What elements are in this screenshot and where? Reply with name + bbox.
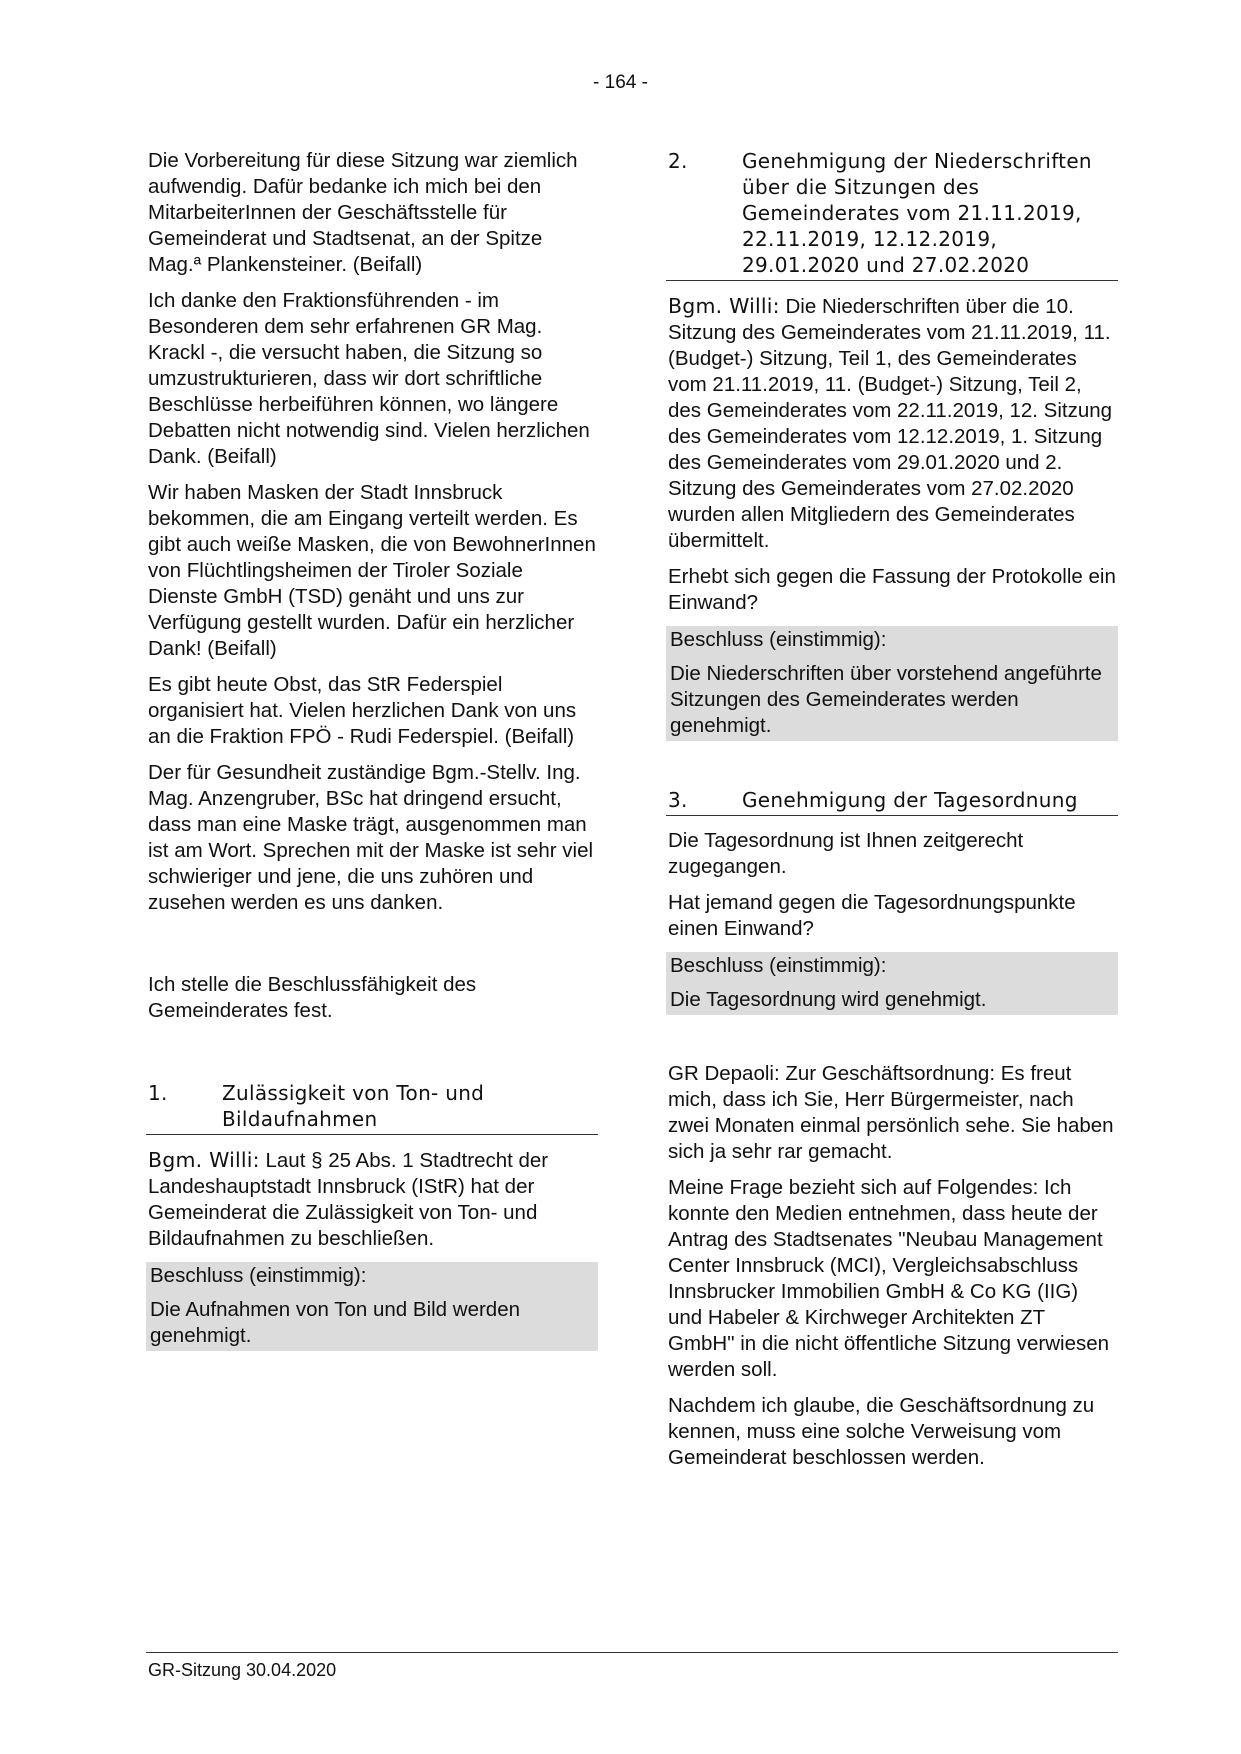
resolution-text: Die Niederschriften über vorstehend angeführte Sitzungen des Gemeinderates werden genehmigt. bbox=[670, 662, 1102, 737]
paragraph: Wir haben Masken der Stadt Innsbruck bekommen, die am Eingang verteilt werden. Es gibt auch weiße Masken, die von BewohnerInnen von Flüchtlingsheimen der Tiroler Soziale Dienste GmbH (TSD) genäht und uns zur Verfügung gestellt wurden. Dafür ein herzlicher Dank! (Beifall) bbox=[148, 481, 596, 660]
footer-divider bbox=[146, 1652, 1118, 1653]
paragraph: Erhebt sich gegen die Fassung der Protokolle ein Einwand? bbox=[668, 565, 1116, 614]
page-number: - 164 - bbox=[593, 72, 648, 93]
speech-text: Laut § 25 Abs. 1 Stadtrecht der Landeshauptstadt Innsbruck (IStR) hat der Gemeinderat die Zulässigkeit von Ton- und Bildaufnahmen zu beschließen. bbox=[148, 1149, 549, 1250]
section-number: 3. bbox=[668, 788, 688, 812]
paragraph: Hat jemand gegen die Tagesordnungspunkte einen Einwand? bbox=[668, 891, 1076, 940]
resolution-box bbox=[666, 626, 1118, 741]
paragraph: Die Vorbereitung für diese Sitzung war ziemlich aufwendig. Dafür bedanke ich mich bei den MitarbeiterInnen der Geschäftsstelle für Gemeinderat und Stadtsenat, an der Spitze Mag.ª Plankensteiner. (Beifall) bbox=[148, 149, 578, 276]
section-1-heading bbox=[146, 1080, 598, 1135]
section-title: Genehmigung der Niederschriften über die Sitzungen des Gemeinderates vom 21.11.2019, 22.11.2019, 12.12.2019, 29.01.2020 und 27.02.2020 bbox=[742, 149, 1092, 277]
section-title: Zulässigkeit von Ton- und Bildaufnahmen bbox=[222, 1081, 485, 1131]
left-column bbox=[146, 148, 598, 1361]
resolution-box bbox=[146, 1262, 598, 1351]
resolution-label: Beschluss (einstimmig): bbox=[670, 628, 887, 651]
paragraph: Ich stelle die Beschlussfähigkeit des Gemeinderates fest. bbox=[148, 973, 477, 1022]
resolution-label: Beschluss (einstimmig): bbox=[670, 954, 887, 977]
paragraph: Nachdem ich glaube, die Geschäftsordnung zu kennen, muss eine solche Verweisung vom Gemeinderat beschlossen werden. bbox=[668, 1394, 1095, 1469]
speaker: Bgm. Willi: bbox=[148, 1148, 260, 1172]
speech-text: Die Niederschriften über die 10. Sitzung des Gemeinderates vom 21.11.2019, 11. (Budget-) Sitzung, Teil 1, des Gemeinderates vom 21.11.2019, 11. (Budget-) Sitzung, Teil 2, des Gemeinderates vom 22.11.2019, 12. Sitzung des Gemeinderates vom 12.12.2019, 1. Sitzung des Gemeinderates vom 29.01.2020 und 2. Sitzung des Gemeinderates vom 27.02.2020 wurden allen Mitgliedern des Gemeinderates übermittelt. bbox=[668, 295, 1113, 552]
footer: GR-Sitzung 30.04.2020 bbox=[148, 1660, 337, 1680]
paragraph: Ich danke den Fraktionsführenden - im Besonderen dem sehr erfahrenen GR Mag. Krackl -, die versucht haben, die Sitzung so umzustrukturieren, dass wir dort schriftliche Beschlüsse herbeiführen können, wo längere Debatten nicht notwendig sind. Vielen herzlichen Dank. (Beifall) bbox=[148, 289, 590, 468]
section-number: 1. bbox=[148, 1081, 168, 1105]
paragraph: GR Depaoli: Zur Geschäftsordnung: Es freut mich, dass ich Sie, Herr Bürgermeister, nach zwei Monaten einmal persönlich sehe. Sie haben sich ja sehr rar gemacht. bbox=[668, 1062, 1114, 1163]
section-2-heading bbox=[666, 148, 1118, 281]
paragraph: Der für Gesundheit zuständige Bgm.-Stellv. Ing. Mag. Anzengruber, BSc hat dringend ersucht, dass man eine Maske trägt, ausgenommen man ist am Wort. Sprechen mit der Maske ist sehr viel schwieriger und jene, die uns zuhören und zusehen werden es uns danken. bbox=[148, 761, 594, 914]
speaker: Bgm. Willi: bbox=[668, 294, 780, 318]
resolution-box bbox=[666, 952, 1118, 1015]
right-column bbox=[666, 148, 1118, 1481]
paragraph: Meine Frage bezieht sich auf Folgendes: Ich konnte den Medien entnehmen, dass heute der Antrag des Stadtsenates "Neubau Management Center Innsbruck (MCI), Vergleichsabschluss Innsbrucker Immobilien GmbH & Co KG (IIG) und Habeler & Kirchweger Architekten ZT GmbH" in die nicht öffentliche Sitzung verwiesen werden soll. bbox=[668, 1176, 1110, 1381]
resolution-label: Beschluss (einstimmig): bbox=[150, 1264, 367, 1287]
paragraph: Es gibt heute Obst, das StR Federspiel organisiert hat. Vielen herzlichen Dank von uns an die Fraktion FPÖ - Rudi Federspiel. (Beifall) bbox=[148, 673, 577, 748]
paragraph: Die Tagesordnung ist Ihnen zeitgerecht zugegangen. bbox=[668, 829, 1024, 878]
section-title: Genehmigung der Tagesordnung bbox=[742, 788, 1078, 812]
speaker-paragraph bbox=[146, 1147, 598, 1252]
section-number: 2. bbox=[668, 149, 688, 173]
resolution-text: Die Tagesordnung wird genehmigt. bbox=[670, 988, 987, 1011]
resolution-text: Die Aufnahmen von Ton und Bild werden genehmigt. bbox=[150, 1298, 521, 1347]
section-3-heading bbox=[666, 787, 1118, 816]
speaker-paragraph bbox=[666, 293, 1118, 554]
